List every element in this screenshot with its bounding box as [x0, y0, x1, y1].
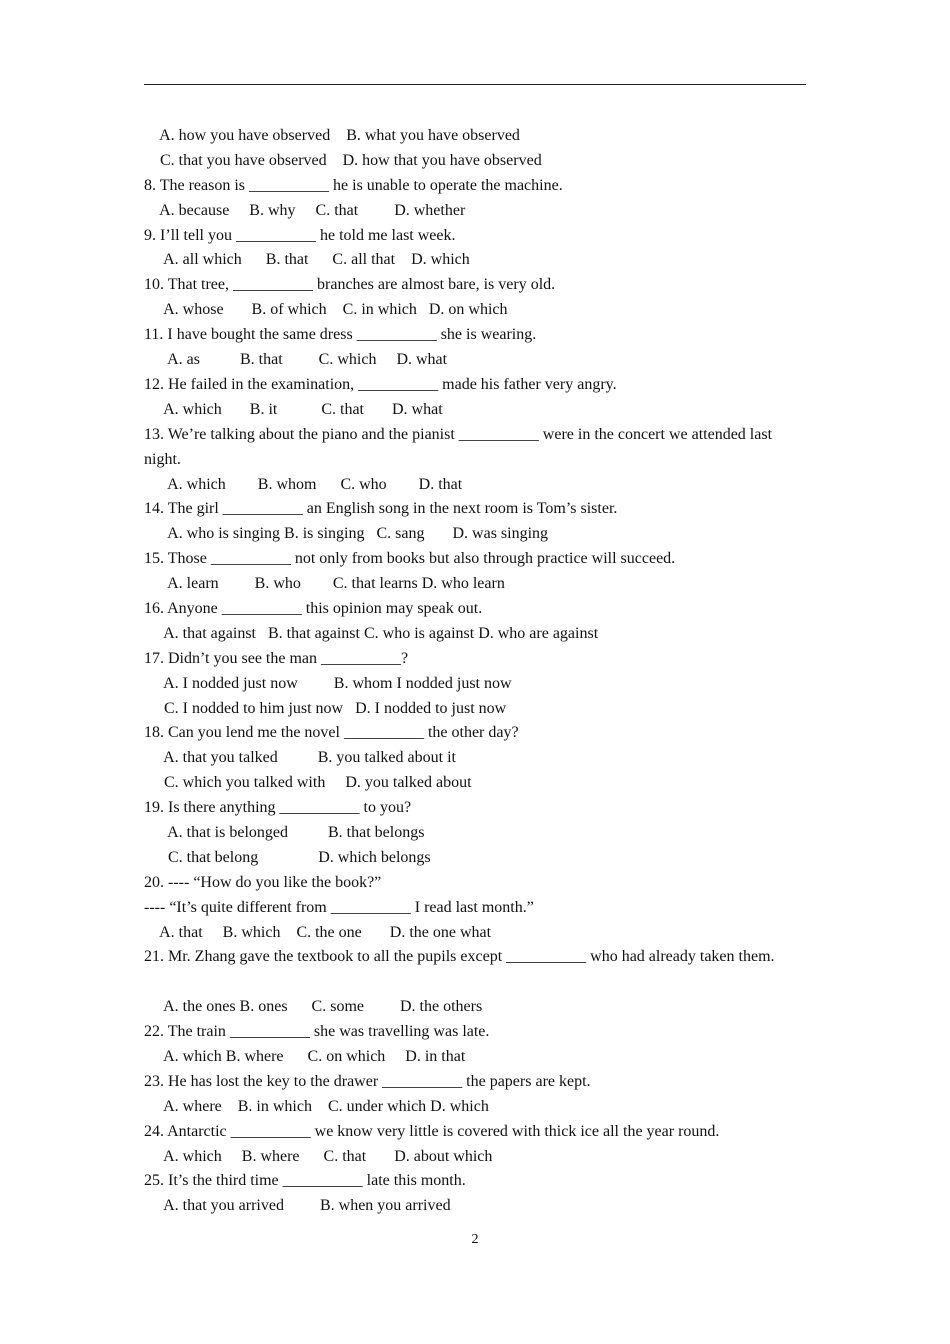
answer-options: A. because B. why C. that D. whether — [144, 201, 466, 219]
question-stem: 12. He failed in the examination, __________ made his father very angry. — [144, 375, 617, 393]
answer-options: A. which B. whom C. who D. that — [144, 475, 463, 493]
answer-options: C. which you talked with D. you talked about — [144, 774, 472, 792]
answer-options: A. who is singing B. is singing C. sang D. was singing — [144, 525, 549, 543]
question-stem: 16. Anyone __________ this opinion may speak out. — [144, 599, 483, 617]
answer-options: A. that you talked B. you talked about it — [144, 749, 456, 767]
question-stem: 24. Antarctic __________ we know very little is covered with thick ice all the year round. — [144, 1122, 720, 1140]
question-stem: 25. It’s the third time __________ late this month. — [144, 1172, 466, 1190]
answer-options: A. which B. where C. that D. about which — [144, 1147, 493, 1165]
page-number: 2 — [471, 1232, 479, 1247]
answer-options: C. that you have observed D. how that you have observed — [144, 151, 542, 169]
answer-options: A. whose B. of which C. in which D. on which — [144, 301, 508, 319]
question-stem: 17. Didn’t you see the man __________? — [144, 649, 409, 667]
answer-options: A. which B. where C. on which D. in that — [144, 1047, 466, 1065]
question-stem: 10. That tree, __________ branches are almost bare, is very old. — [144, 276, 556, 294]
header-rule — [144, 84, 806, 85]
answer-options: A. that you arrived B. when you arrived — [144, 1197, 451, 1215]
answer-options: A. I nodded just now B. whom I nodded just now — [144, 674, 512, 692]
answer-options: A. learn B. who C. that learns D. who learn — [144, 575, 505, 593]
question-stem: 8. The reason is __________ he is unable to operate the machine. — [144, 176, 563, 194]
question-stem: 18. Can you lend me the novel __________ the other day? — [144, 724, 519, 742]
answer-options: A. the ones B. ones C. some D. the others — [144, 998, 483, 1016]
dialogue-line: ---- “It’s quite different from __________ I read last month.” — [144, 898, 534, 916]
answer-options: A. all which B. that C. all that D. which — [144, 251, 470, 269]
answer-options: A. that is belonged B. that belongs — [144, 823, 425, 841]
answer-options: A. as B. that C. which D. what — [144, 351, 448, 369]
question-stem: 21. Mr. Zhang gave the textbook to all the pupils except __________ who had already taken them. — [144, 948, 775, 966]
answer-options: A. where B. in which C. under which D. which — [144, 1097, 489, 1115]
answer-options: A. that B. which C. the one D. the one what — [144, 923, 492, 941]
question-stem: 14. The girl __________ an English song in the next room is Tom’s sister. — [144, 500, 618, 518]
answer-options: A. how you have observed B. what you have observed — [144, 127, 520, 144]
question-stem: 13. We’re talking about the piano and the pianist __________ were in the concert we attended last night. — [144, 425, 773, 468]
question-stem: 22. The train __________ she was travelling was late. — [144, 1023, 490, 1041]
question-stem: 19. Is there anything __________ to you? — [144, 799, 412, 817]
question-list — [144, 124, 808, 1219]
spacer — [144, 970, 808, 995]
question-stem: 11. I have bought the same dress __________ she is wearing. — [144, 326, 537, 344]
question-stem: 15. Those __________ not only from books but also through practice will succeed. — [144, 550, 676, 568]
question-stem: 9. I’ll tell you __________ he told me last week. — [144, 226, 456, 244]
answer-options: C. I nodded to him just now D. I nodded to just now — [144, 699, 507, 717]
question-stem: 20. ---- “How do you like the book?” — [144, 873, 382, 891]
question-stem: 23. He has lost the key to the drawer __________ the papers are kept. — [144, 1072, 591, 1090]
answer-options: C. that belong D. which belongs — [144, 848, 431, 866]
answer-options: A. which B. it C. that D. what — [144, 400, 443, 418]
answer-options: A. that against B. that against C. who is against D. who are against — [144, 624, 599, 642]
